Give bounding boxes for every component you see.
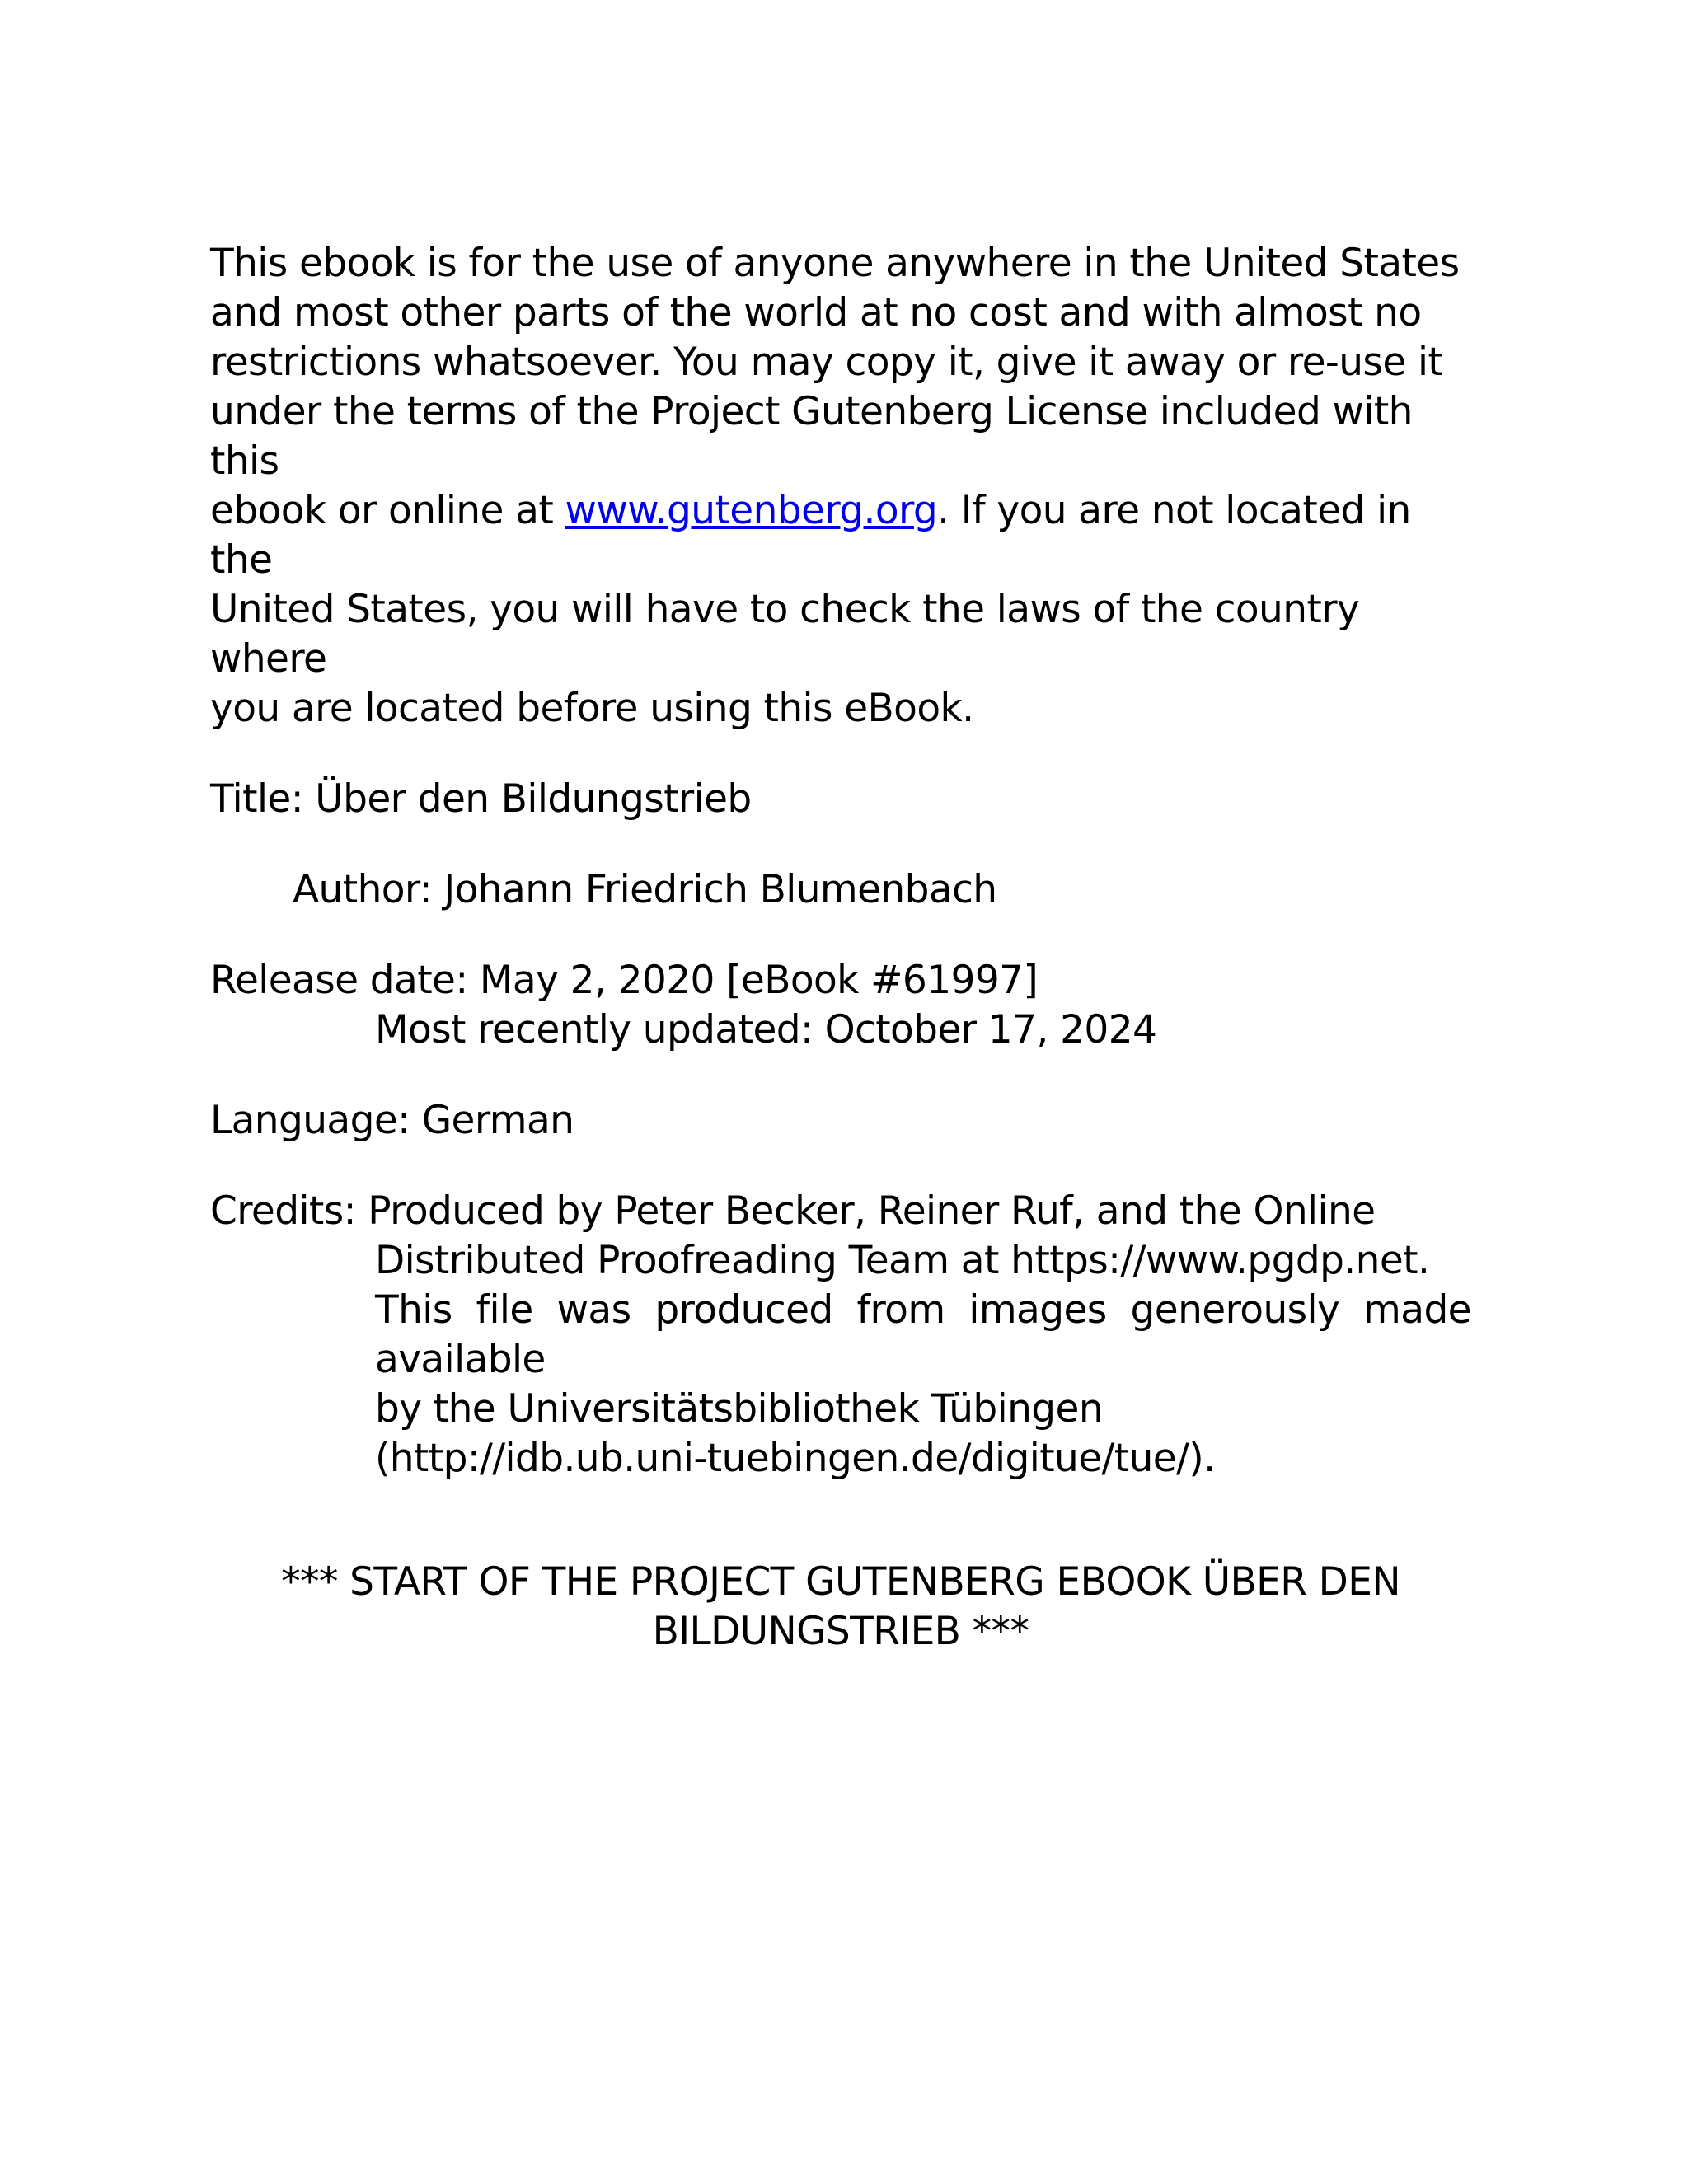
- license-paragraph: [210, 239, 1471, 733]
- updated-line: Most recently updated: October 17, 2024: [375, 1007, 1157, 1052]
- start-banner: [210, 1558, 1471, 1657]
- language-line: Language: German: [210, 1098, 574, 1143]
- license-line: under the terms of the Project Gutenberg License included with this: [210, 389, 1413, 484]
- gutenberg-link[interactable]: www.gutenberg.org: [565, 488, 938, 533]
- credits-line: This file was produced from images generously made: [375, 1287, 1471, 1333]
- credits-line: Credits: Produced by Peter Becker, Reiner Ruf, and the Online: [210, 1188, 1376, 1234]
- title-line: Title: Über den Bildungstrieb: [210, 776, 752, 822]
- ebook-front-matter: [210, 239, 1471, 1657]
- credits-line: Distributed Proofreading Team at https://www.pgdp.net.: [375, 1238, 1430, 1283]
- license-line: restrictions whatsoever. You may copy it, give it away or re-use it: [210, 340, 1443, 385]
- license-line-with-link: [210, 486, 1471, 585]
- license-text: ebook or online at: [210, 488, 565, 533]
- credits-line: by the Universitätsbibliothek Tübingen: [375, 1386, 1104, 1432]
- credits-line: available: [375, 1337, 546, 1382]
- license-line: United States, you will have to check the laws of the country where: [210, 587, 1360, 682]
- credits-line: (http://idb.ub.uni-tuebingen.de/digitue/tue/).: [375, 1436, 1216, 1481]
- author-line: Author: Johann Friedrich Blumenbach: [293, 867, 997, 912]
- license-line: This ebook is for the use of anyone anywhere in the United States: [210, 241, 1460, 286]
- start-banner-line: BILDUNGSTRIEB ***: [652, 1609, 1029, 1654]
- license-line: you are located before using this eBook.: [210, 686, 974, 731]
- release-date-line: Release date: May 2, 2020 [eBook #61997]: [210, 958, 1039, 1003]
- credits-block: [210, 1187, 1471, 1483]
- license-line: and most other parts of the world at no cost and with almost no: [210, 290, 1422, 335]
- start-banner-line: *** START OF THE PROJECT GUTENBERG EBOOK ÜBER DEN: [281, 1559, 1400, 1605]
- release-block: [210, 956, 1471, 1055]
- license-text: . If you are not located in the: [210, 488, 1411, 583]
